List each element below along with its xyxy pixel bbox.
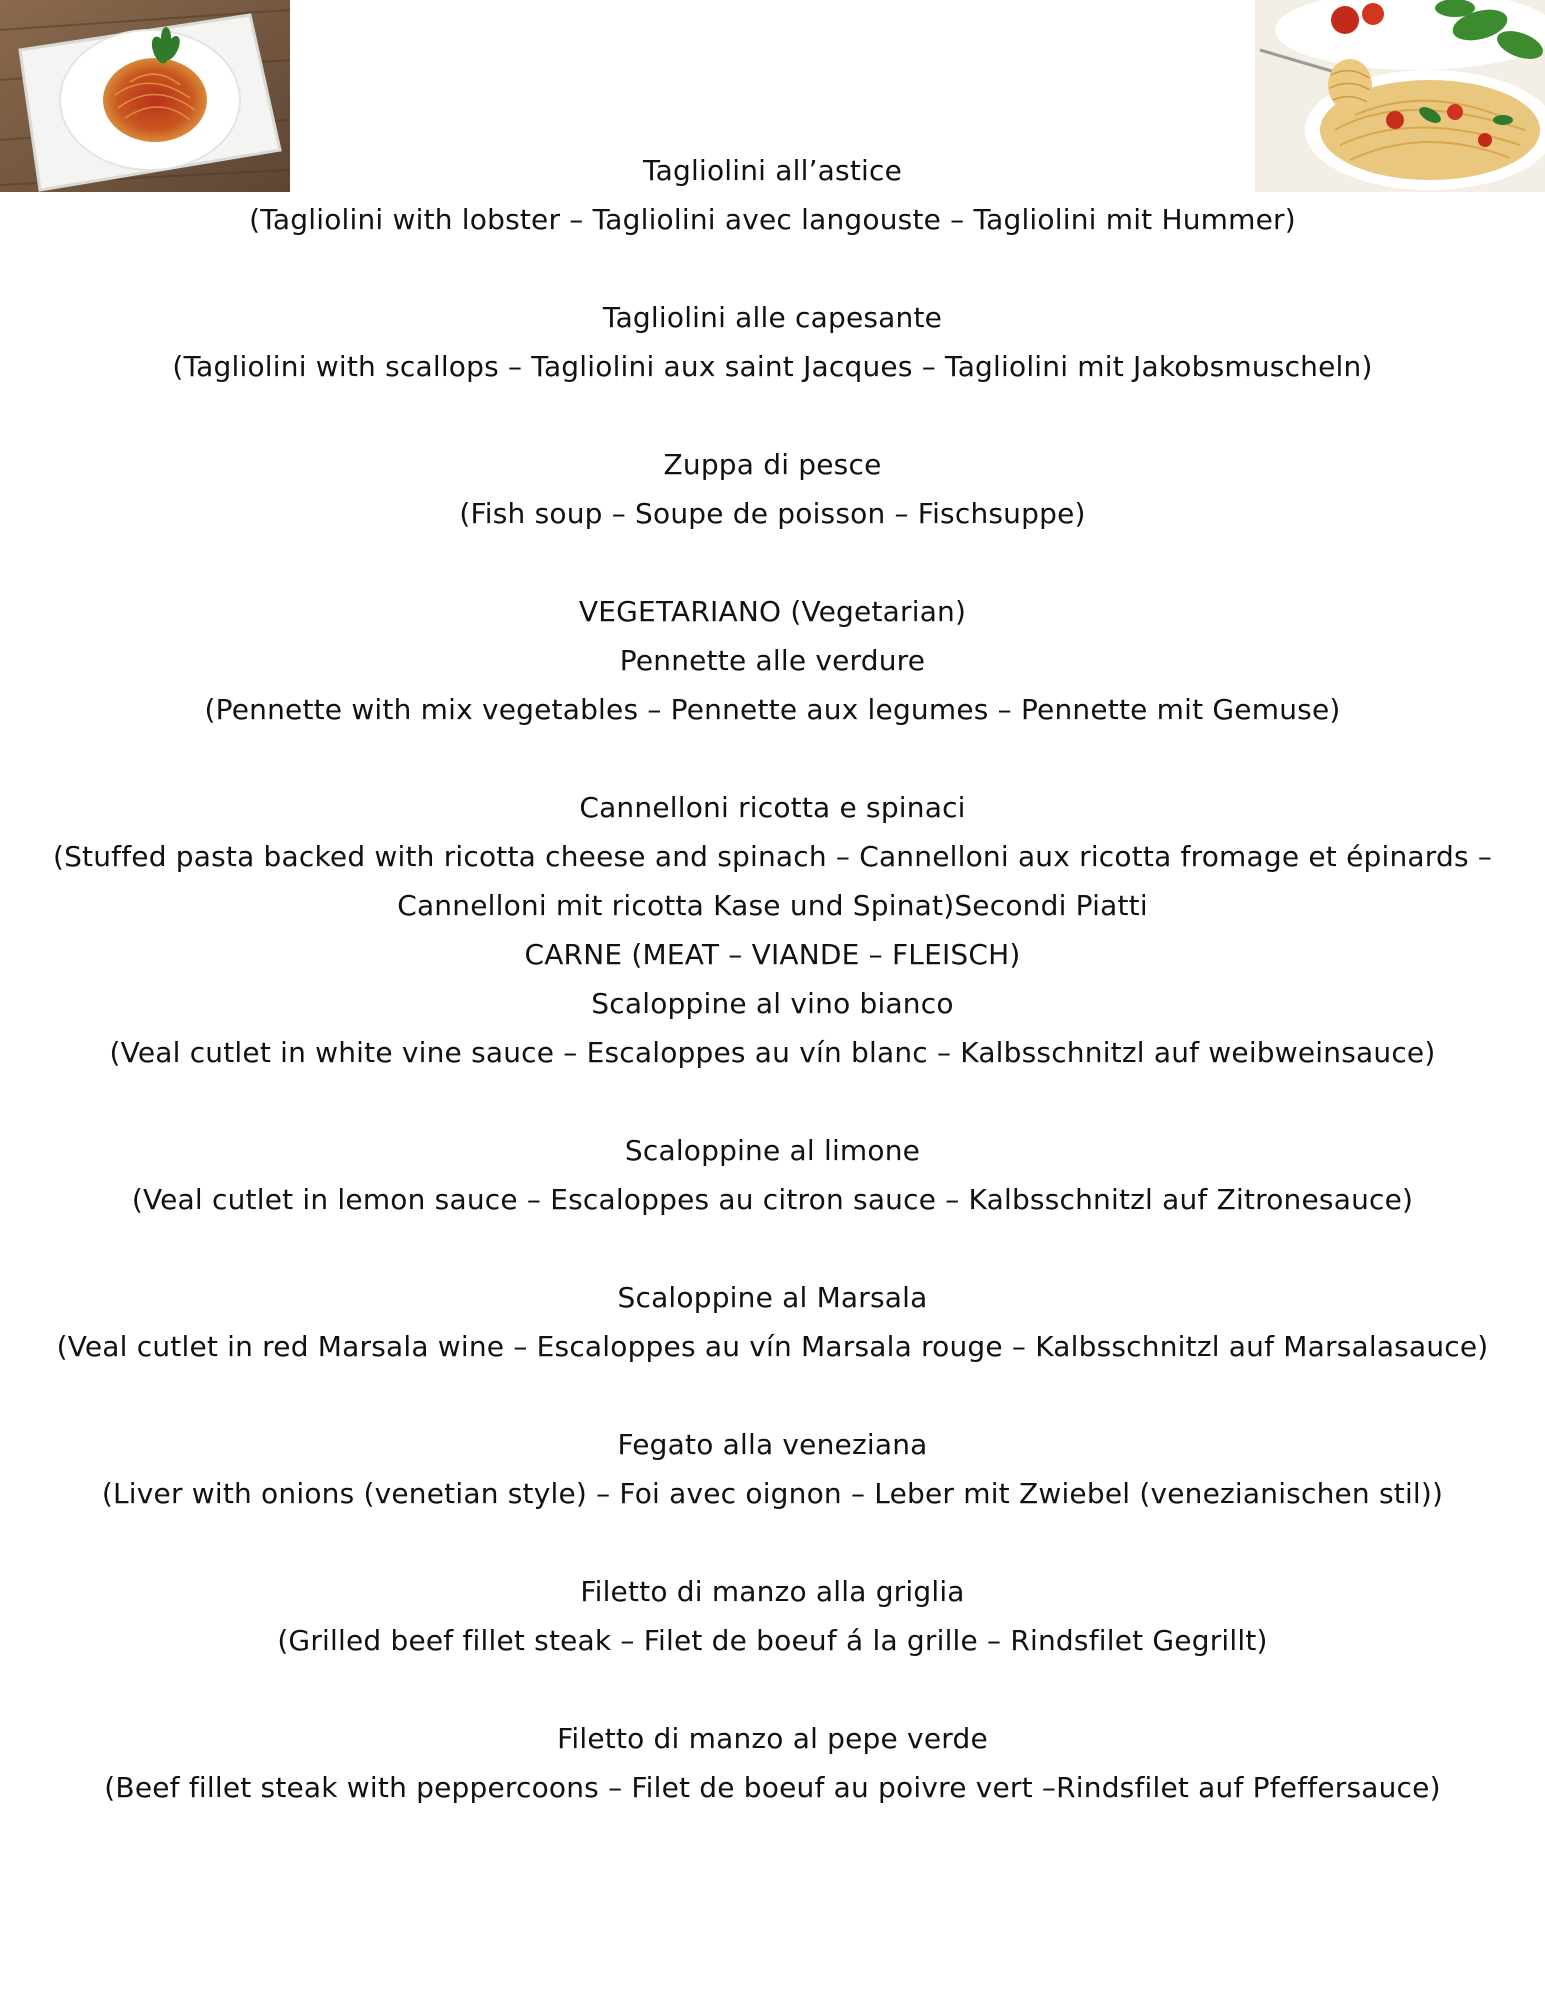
spacer bbox=[0, 1224, 1545, 1273]
dish-translation: (Veal cutlet in lemon sauce – Escaloppes au citron sauce – Kalbsschnitzl auf Zitronesauce) bbox=[131, 1183, 1414, 1216]
dish-translation: (Grilled beef fillet steak – Filet de boeuf á la grille – Rindsfilet Gegrillt) bbox=[277, 1624, 1268, 1657]
dish-translation: (Pennette with mix vegetables – Pennette aux legumes – Pennette mit Gemuse) bbox=[204, 693, 1341, 726]
menu-list bbox=[0, 146, 1545, 1812]
spacer bbox=[0, 244, 1545, 293]
spacer bbox=[0, 1518, 1545, 1567]
dish-translation: Cannelloni mit ricotta Kase und Spinat)Secondi Piatti bbox=[397, 889, 1148, 922]
dish-name: Cannelloni ricotta e spinaci bbox=[579, 791, 966, 824]
dish-name: Zuppa di pesce bbox=[663, 448, 882, 481]
dish-name: Tagliolini alle capesante bbox=[602, 301, 943, 334]
dish-translation: (Liver with onions (venetian style) – Foi avec oignon – Leber mit Zwiebel (venezianischen stil)) bbox=[101, 1477, 1444, 1510]
dish-translation: (Veal cutlet in red Marsala wine – Escaloppes au vín Marsala rouge – Kalbsschnitzl auf Marsalasauce) bbox=[56, 1330, 1489, 1363]
dish-name: Scaloppine al limone bbox=[624, 1134, 921, 1167]
dish-translation: (Fish soup – Soupe de poisson – Fischsuppe) bbox=[459, 497, 1086, 530]
spacer bbox=[0, 734, 1545, 783]
dish-name: Tagliolini all’astice bbox=[642, 154, 903, 187]
dish-name: Fegato alla veneziana bbox=[617, 1428, 928, 1461]
dish-translation: (Beef fillet steak with peppercoons – Filet de boeuf au poivre vert –Rindsfilet auf Pfeffersauce) bbox=[104, 1771, 1441, 1804]
dish-translation: (Tagliolini with lobster – Tagliolini avec langouste – Tagliolini mit Hummer) bbox=[249, 203, 1296, 236]
dish-name: Filetto di manzo alla griglia bbox=[580, 1575, 965, 1608]
section-heading: CARNE (MEAT – VIANDE – FLEISCH) bbox=[524, 938, 1021, 971]
dish-translation: (Veal cutlet in white vine sauce – Escaloppes au vín blanc – Kalbsschnitzl auf weibweinsauce) bbox=[109, 1036, 1436, 1069]
spacer bbox=[0, 538, 1545, 587]
dish-name: Scaloppine al Marsala bbox=[617, 1281, 928, 1314]
spacer bbox=[0, 391, 1545, 440]
spacer bbox=[0, 1371, 1545, 1420]
section-heading: VEGETARIANO (Vegetarian) bbox=[578, 595, 967, 628]
dish-translation: (Stuffed pasta backed with ricotta cheese and spinach – Cannelloni aux ricotta fromage et épinards – bbox=[52, 840, 1493, 873]
dish-translation: (Tagliolini with scallops – Tagliolini aux saint Jacques – Tagliolini mit Jakobsmuscheln) bbox=[172, 350, 1373, 383]
spacer bbox=[0, 1665, 1545, 1714]
dish-name: Pennette alle verdure bbox=[619, 644, 926, 677]
spacer bbox=[0, 1077, 1545, 1126]
dish-name: Filetto di manzo al pepe verde bbox=[557, 1722, 988, 1755]
dish-name: Scaloppine al vino bianco bbox=[591, 987, 954, 1020]
